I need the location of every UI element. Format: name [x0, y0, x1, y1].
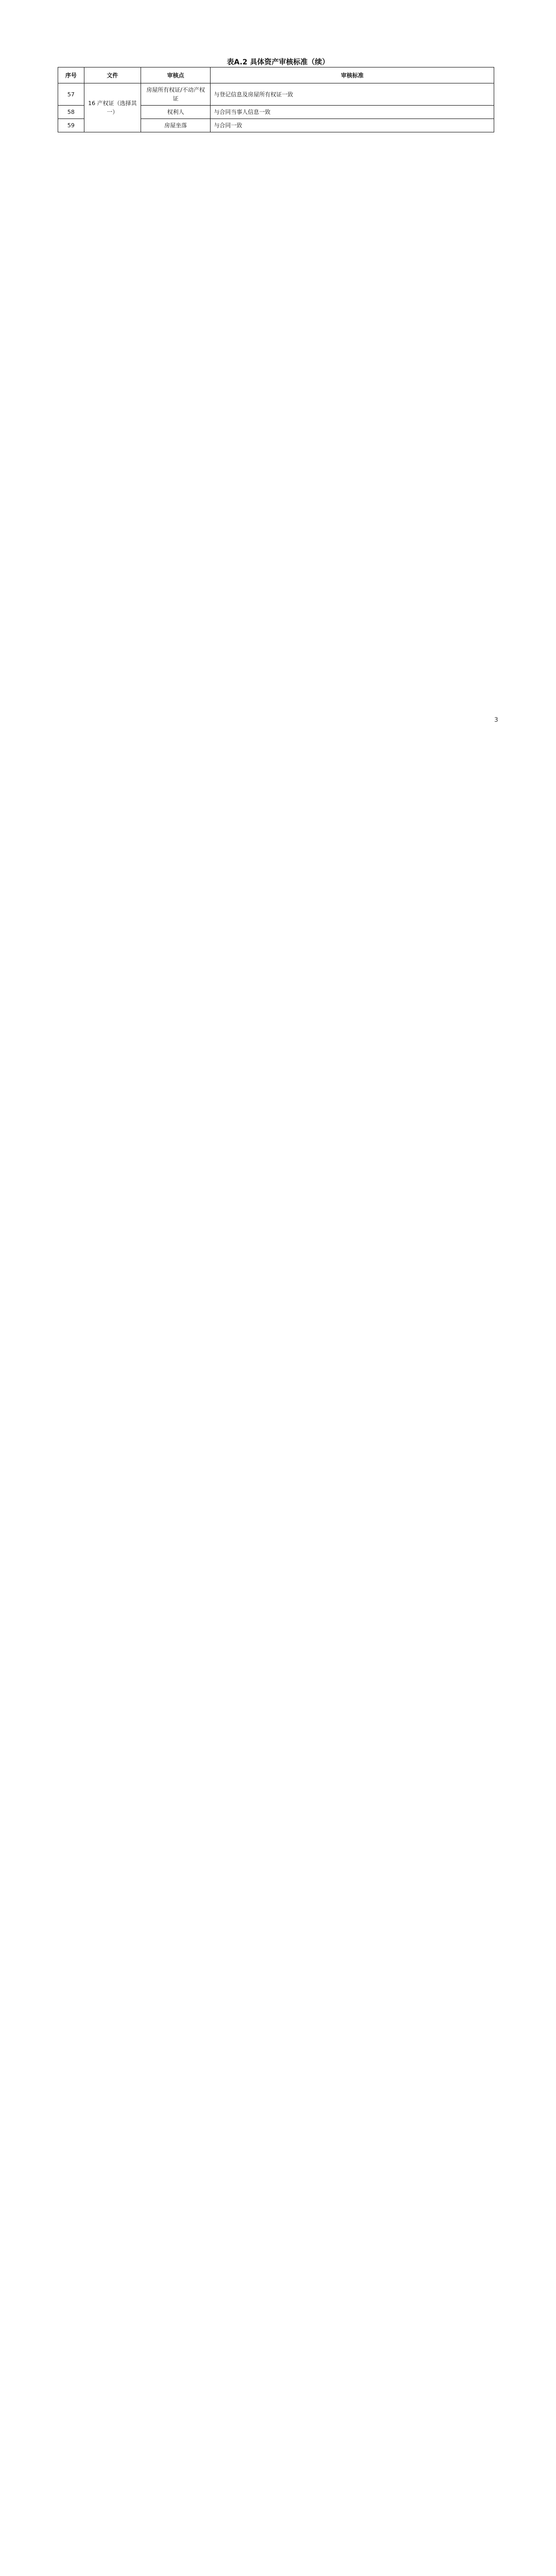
header-seq: 序号	[58, 67, 84, 83]
standards-table	[58, 67, 494, 132]
doc-cell: 16 产权证（选择其一）	[84, 83, 141, 132]
std-cell: 与登记信息及房屋所有权证一致	[211, 83, 494, 106]
table-row	[58, 83, 494, 106]
page-title: 表A.2 具体资产审核标准（续）	[227, 58, 329, 66]
std-cell: 与合同一致	[211, 119, 494, 132]
point-cell: 房屋所有权证/不动产权证	[141, 83, 211, 106]
header-point: 审核点	[141, 67, 211, 83]
point-cell: 权利人	[141, 106, 211, 119]
header-doc: 文件	[84, 67, 141, 83]
seq-cell: 59	[58, 119, 84, 132]
seq-cell: 58	[58, 106, 84, 119]
page-number: 3	[494, 716, 498, 723]
std-cell: 与合同当事人信息一致	[211, 106, 494, 119]
seq-cell: 57	[58, 83, 84, 106]
header-std: 审核标准	[211, 67, 494, 83]
point-cell: 房屋坐落	[141, 119, 211, 132]
